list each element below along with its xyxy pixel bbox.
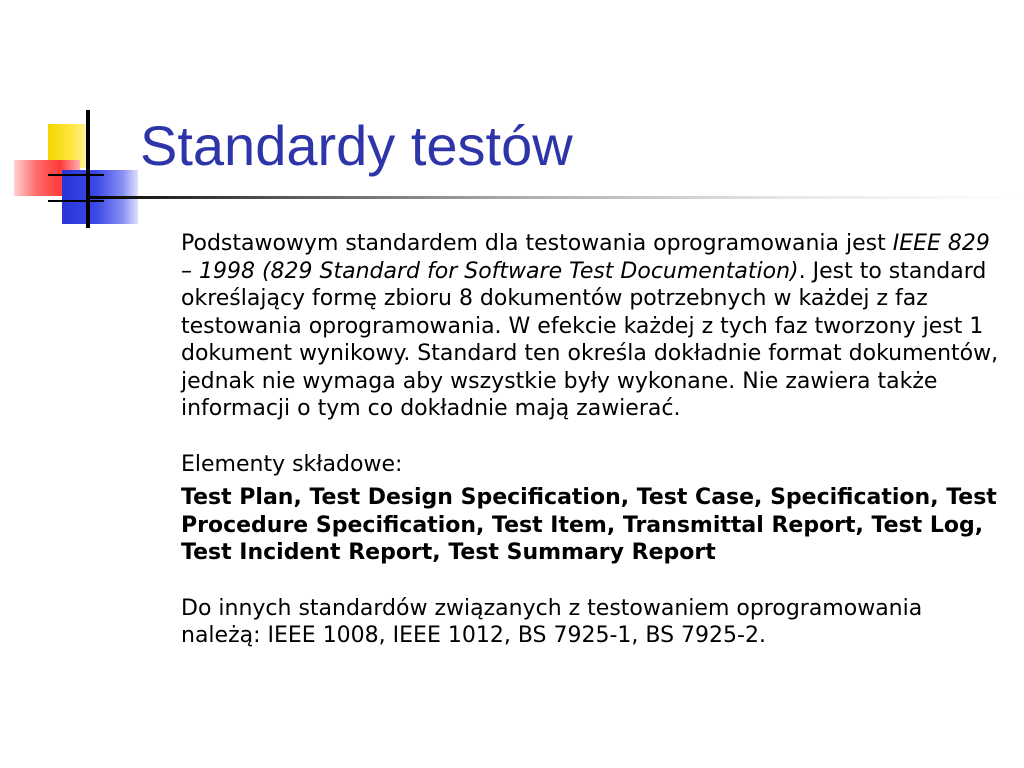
logo-vertical-line	[86, 110, 90, 228]
logo-horizontal-line-bottom	[48, 200, 104, 202]
intro-text: Podstawowym standardem dla testowania oprogramowania jest	[181, 231, 893, 256]
elements-list: Test Plan, Test Design Specification, Test Case, Specification, Test Procedure Specification, Test Item, Transmittal Report, Test Log, Test Incident Report, Test Summary Report	[181, 485, 997, 565]
logo-horizontal-line-top	[48, 174, 104, 176]
title-underline	[88, 196, 1024, 199]
slide-content	[181, 230, 1001, 650]
intro-rest: . Jest to standard określający formę zbioru 8 dokumentów potrzebnych w każdej z faz testowania oprogramowania. W efekcie każdej z tych faz tworzony jest 1 dokument wynikowy. Standard ten określa dokładnie format dokumentów, jednak nie wymaga aby wszystkie były wykonane. Nie zawiera także informacji o tym co dokładnie mają zawierać.	[181, 258, 999, 421]
slide-logo-icon	[0, 0, 150, 240]
slide-title: Standardy testów	[140, 114, 573, 177]
standard-name: IEEE 829 – 1998 (829 Standard for Software Test Documentation)	[181, 231, 990, 284]
other-standards-paragraph: Do innych standardów związanych z testowaniem oprogramowania należą: IEEE 1008, IEEE 1012, BS 7925-1, BS 7925-2.	[181, 595, 923, 648]
elements-label: Elementy składowe:	[181, 451, 403, 477]
intro-paragraph	[181, 230, 1001, 423]
